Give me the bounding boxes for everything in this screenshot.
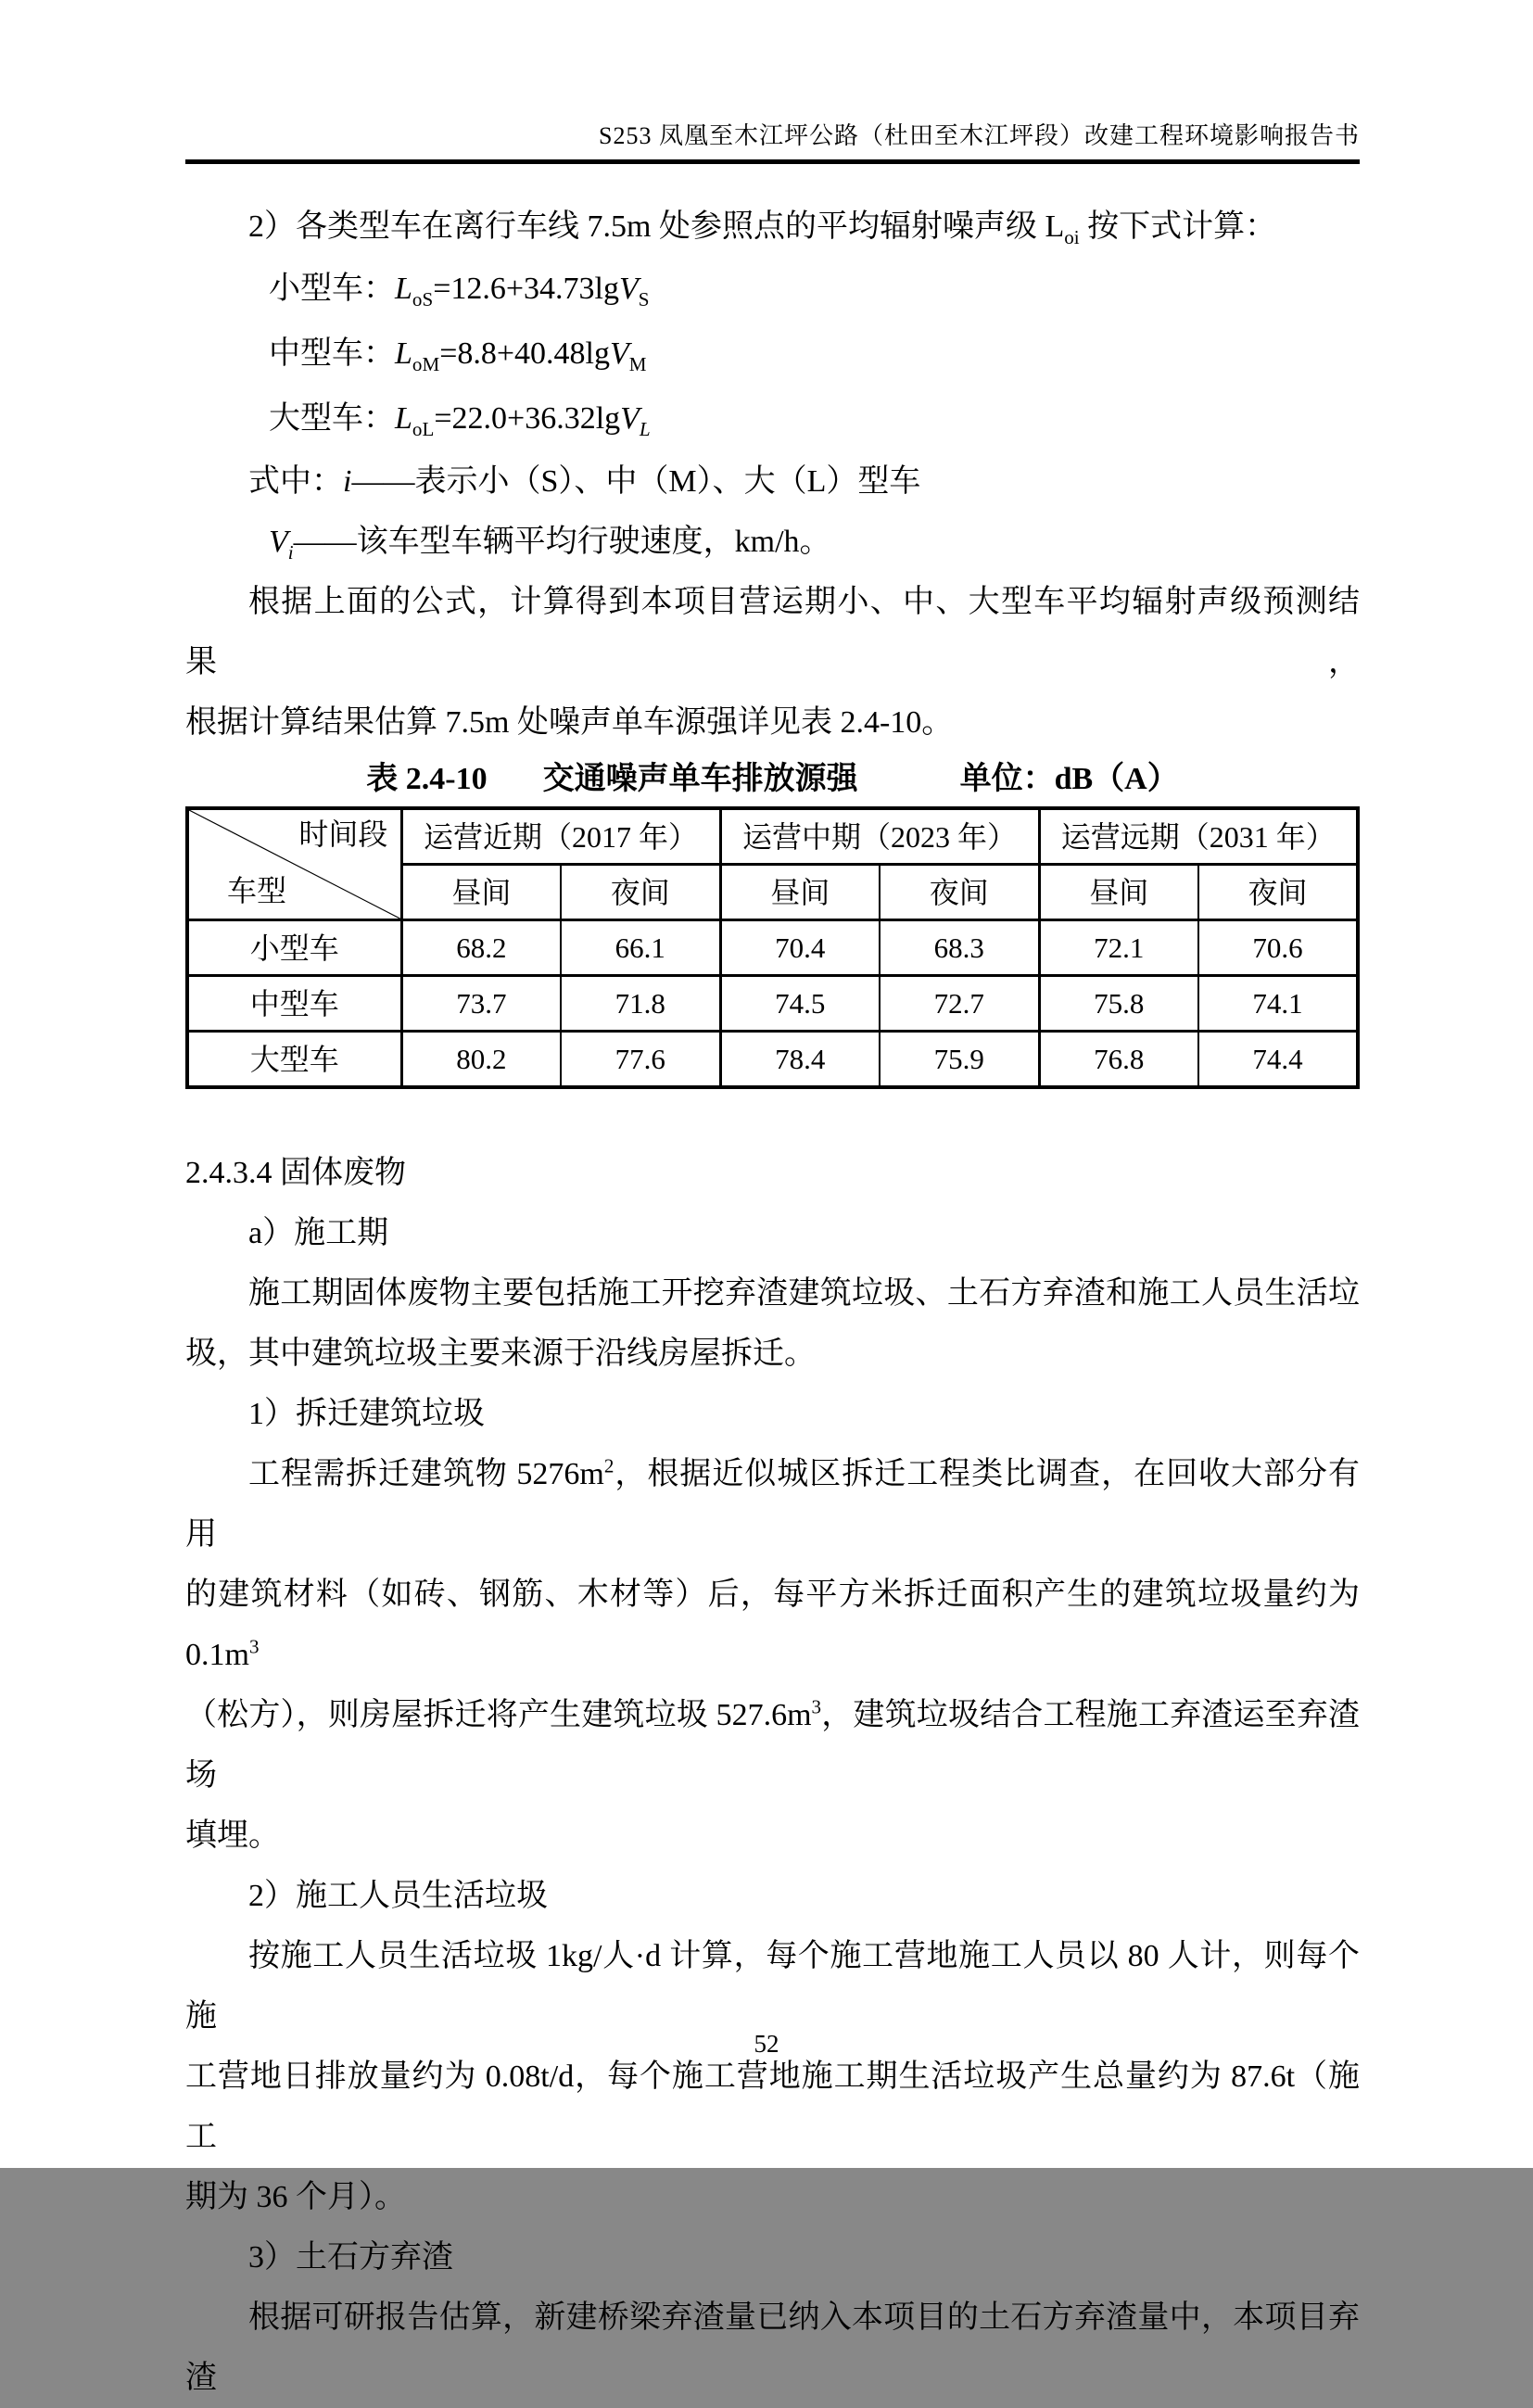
item3-line-1: 根据可研报告估算，新建桥梁弃渣量已纳入本项目的土石方弃渣量中，本项目弃渣	[185, 2300, 1360, 2395]
item2-line-1: 按施工人员生活垃圾 1kg/人·d 计算，每个施工营地施工人员以 80 人计，则每个施	[185, 1939, 1360, 2034]
cell-value: 74.4	[1198, 1032, 1358, 1088]
row-label: 大型车	[187, 1032, 401, 1088]
table-caption-title: 交通噪声单车排放源强	[542, 762, 858, 796]
page-body	[185, 196, 1360, 2408]
cell-value: 75.9	[880, 1032, 1039, 1088]
table-row-large-vehicle	[187, 1032, 1358, 1088]
item2-line-2: 工营地日排放量约为 0.08t/d，每个施工营地施工期生活垃圾产生总量约为 87.6t（施工	[185, 2059, 1360, 2154]
item1-line-3: （松方），则房屋拆迁将产生建筑垃圾 $527.6m^3$，建筑垃圾结合工程施工弃渣运至弃渣场	[185, 1695, 1360, 1793]
page-number: 52	[754, 2030, 779, 2058]
item1-title-demolition-waste: 1）拆迁建筑垃圾	[248, 1397, 485, 1431]
cell-value: 74.5	[720, 976, 880, 1032]
cell-value: 72.1	[1039, 920, 1198, 976]
subheader-day-3: 昼间	[1039, 865, 1198, 920]
noise-source-table	[185, 806, 1360, 1089]
item1-line-1: 工程需拆迁建筑物 $5276m^2$，根据近似城区拆迁工程类比调查，在回收大部分有用	[185, 1454, 1360, 1552]
subheader-night-1: 夜间	[561, 865, 720, 920]
item2-title-domestic-waste: 2）施工人员生活垃圾	[248, 1879, 548, 1913]
cell-value: 78.4	[720, 1032, 880, 1088]
formula-small-vehicle: 小型车：$L_{oS}=12.6+34.73\lg V_S$	[269, 272, 650, 311]
table-caption-number: 表 2.4-10	[366, 762, 488, 796]
row-label: 小型车	[187, 920, 401, 976]
formula-legend-i: 式中：i——表示小（S）、中（M）、大（L）型车	[248, 464, 921, 499]
formula-medium-vehicle: 中型车：$L_{oM}=8.8+40.48\lg V_M$	[269, 336, 647, 375]
cell-value: 76.8	[1039, 1032, 1198, 1088]
cell-value: 71.8	[561, 976, 720, 1032]
cell-value: 73.7	[401, 976, 561, 1032]
header-divider-rule	[185, 159, 1360, 164]
item3-title-spoil: 3）土石方弃渣	[248, 2240, 453, 2275]
cell-value: 80.2	[401, 1032, 561, 1088]
section-heading-solid-waste: 2.4.3.4 固体废物	[185, 1156, 406, 1190]
corner-label-time-period: 时间段	[298, 817, 388, 851]
cell-value: 70.4	[720, 920, 880, 976]
formula-legend-vi: $V_i——$该车型车辆平均行驶速度，km/h。	[269, 525, 831, 564]
cell-value: 66.1	[561, 920, 720, 976]
table-caption-unit: 单位：dB（A）	[959, 762, 1179, 796]
item2-line-3: 期为 36 个月）。	[185, 2180, 406, 2214]
subheader-day-1: 昼间	[401, 865, 561, 920]
noise-intro-line: 2）各类型车在离行车线 7.5m 处参照点的平均辐射噪声级 $L_{oi}$ 按下式计算：	[248, 209, 1277, 248]
solid-waste-para-line-2: 圾，其中建筑垃圾主要来源于沿线房屋拆迁。	[185, 1337, 816, 1371]
item1-line-4: 填埋。	[185, 1819, 280, 1853]
cell-value: 74.1	[1198, 976, 1358, 1032]
col-group-mid-term: 运营中期（2023 年）	[720, 808, 1039, 865]
noise-summary-line-1: 根据上面的公式，计算得到本项目营运期小、中、大型车平均辐射声级预测结果，	[185, 585, 1360, 679]
table-corner-cell	[187, 808, 401, 920]
subheader-night-2: 夜间	[880, 865, 1039, 920]
cell-value: 70.6	[1198, 920, 1358, 976]
col-group-near-term: 运营近期（2017 年）	[401, 808, 720, 865]
solid-waste-para-line-1: 施工期固体废物主要包括施工开挖弃渣建筑垃圾、土石方弃渣和施工人员生活垃	[248, 1276, 1360, 1311]
cell-value: 77.6	[561, 1032, 720, 1088]
col-group-far-term: 运营远期（2031 年）	[1039, 808, 1358, 865]
row-label: 中型车	[187, 976, 401, 1032]
noise-formula-block	[185, 257, 1360, 451]
table-caption	[185, 753, 1360, 806]
table-row-small-vehicle	[187, 920, 1358, 976]
noise-summary-line-2: 根据计算结果估算 7.5m 处噪声单车源强详见表 2.4-10。	[185, 705, 954, 740]
formula-large-vehicle: 大型车：$L_{oL}=22.0+36.32\lg V_L$	[269, 401, 651, 440]
table-header-row-groups	[187, 808, 1358, 865]
cell-value: 72.7	[880, 976, 1039, 1032]
subsection-construction-period: a）施工期	[248, 1216, 389, 1250]
subheader-night-3: 夜间	[1198, 865, 1358, 920]
item1-line-2: 的建筑材料（如砖、钢筋、木材等）后，每平方米拆迁面积产生的建筑垃圾量约为 $0.1m^3$	[185, 1578, 1360, 1672]
cell-value: 68.3	[880, 920, 1039, 976]
cell-value: 68.2	[401, 920, 561, 976]
subheader-day-2: 昼间	[720, 865, 880, 920]
corner-label-vehicle-type: 车型	[226, 874, 286, 907]
page-header-title: S253 凤凰至木江坪公路（杜田至木江坪段）改建工程环境影响报告书	[599, 122, 1360, 149]
table-row-medium-vehicle	[187, 976, 1358, 1032]
cell-value: 75.8	[1039, 976, 1198, 1032]
